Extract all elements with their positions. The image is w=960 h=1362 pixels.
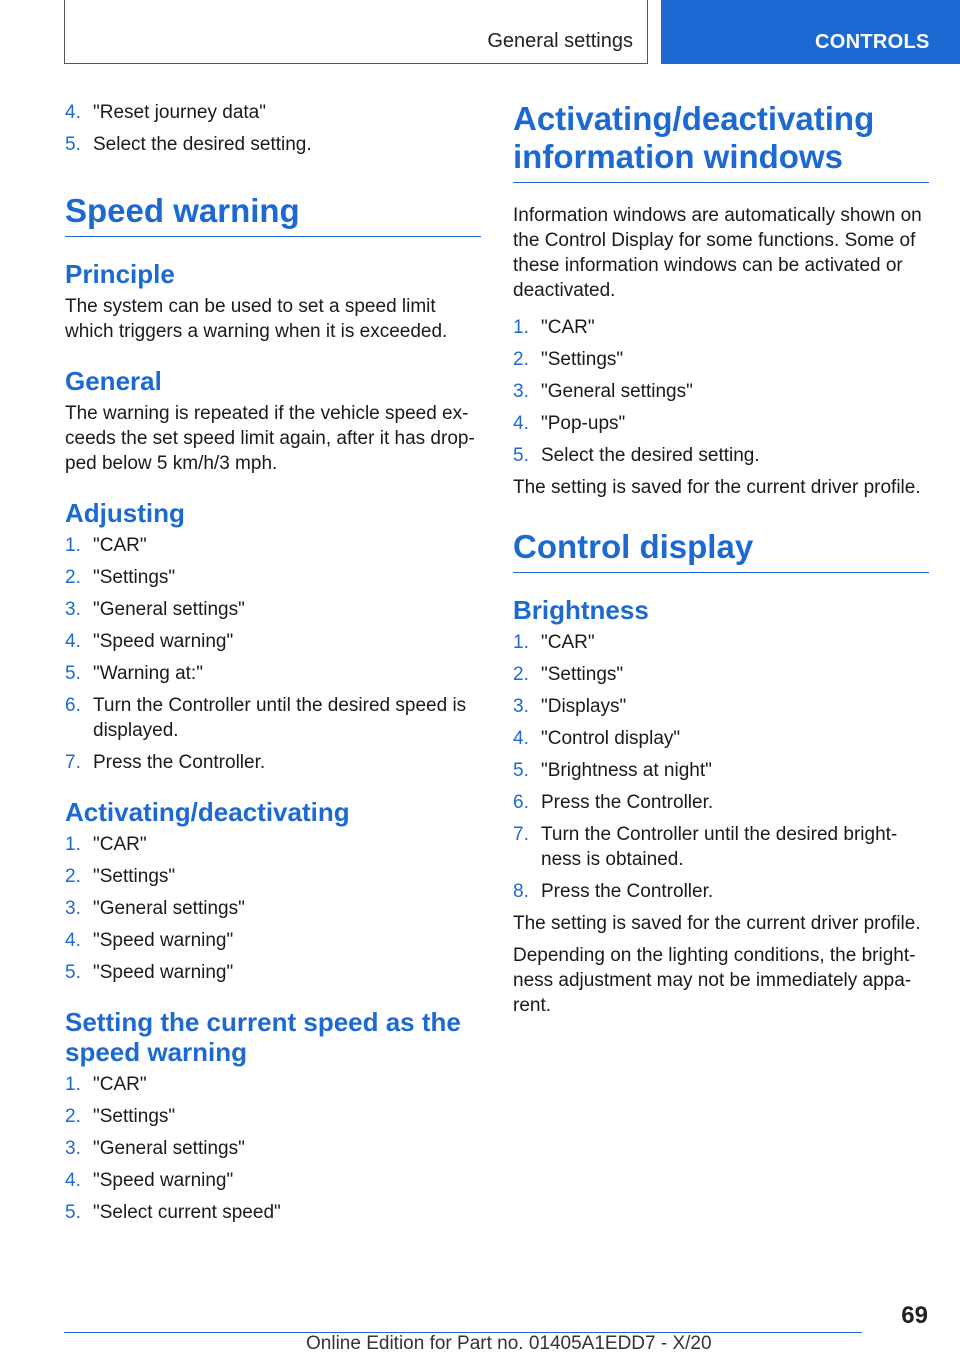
- list-item-text: "Pop-ups": [541, 413, 626, 434]
- list-item-number: 2.: [513, 664, 529, 685]
- paragraph-info-windows: Information windows are automatically shown on the Control Display for some functions. Some of these information windows can be activated or deactivated.: [513, 205, 922, 301]
- list-item-number: 4.: [65, 930, 81, 951]
- list-item-number: 5.: [65, 663, 81, 684]
- list-item: [65, 1200, 481, 1225]
- list-item: [65, 832, 481, 857]
- list-item-text: Press the Controller.: [541, 881, 714, 902]
- list-item: [513, 411, 929, 436]
- list-item: [513, 726, 929, 751]
- list-item-number: 2.: [65, 866, 81, 887]
- heading-current-speed: Setting the current speed as the speed warning: [65, 1007, 461, 1067]
- paragraph-general: The warning is repeated if the vehicle speed ex-ceeds the set speed limit again, after it has drop-ped below 5 km/h/3 mph.: [65, 403, 475, 474]
- list-item-number: 1.: [65, 1074, 81, 1095]
- list-item-text: "Speed warning": [93, 1170, 234, 1191]
- list-item-number: 3.: [65, 1138, 81, 1159]
- list-item-text: "Settings": [93, 866, 176, 887]
- list-item: [65, 896, 481, 921]
- list-item-number: 5.: [513, 445, 529, 466]
- heading-activating: Activating/deactivating: [65, 797, 350, 827]
- list-item-number: 5.: [65, 962, 81, 983]
- paragraph-principle: The system can be used to set a speed limit which triggers a warning when it is exceeded.: [65, 296, 448, 342]
- list-top: [65, 100, 481, 157]
- list-item-text: "CAR": [93, 535, 147, 556]
- list-item: [65, 693, 481, 743]
- list-item-text: "Settings": [93, 567, 176, 588]
- heading-adjusting: Adjusting: [65, 498, 185, 528]
- list-item-number: 4.: [65, 1170, 81, 1191]
- heading-control-display: Control display: [513, 528, 929, 573]
- list-item-text: "General settings": [541, 381, 693, 402]
- list-item-text: Press the Controller.: [93, 752, 266, 773]
- list-item-text: Turn the Controller until the desired bright-ness is obtained.: [541, 824, 898, 870]
- list-item: [513, 443, 929, 468]
- list-item-text: "Speed warning": [93, 631, 234, 652]
- list-item-text: "Select current speed": [93, 1202, 281, 1223]
- heading-brightness: Brightness: [513, 595, 649, 625]
- list-item: [65, 1072, 481, 1097]
- header-section-title: General settings: [487, 30, 633, 52]
- list-item-text: "Displays": [541, 696, 627, 717]
- list-item: [65, 1104, 481, 1129]
- list-item-number: 4.: [65, 102, 81, 123]
- list-item-text: "Speed warning": [93, 962, 234, 983]
- list-item-number: 7.: [513, 824, 529, 845]
- list-item: [65, 629, 481, 654]
- list-item: [65, 750, 481, 775]
- page-number: 69: [901, 1302, 928, 1329]
- list-item: [65, 597, 481, 622]
- list-brightness: [513, 630, 929, 904]
- list-item-text: "CAR": [93, 1074, 147, 1095]
- list-item: [513, 630, 929, 655]
- list-item-number: 5.: [513, 760, 529, 781]
- list-item: [65, 100, 481, 125]
- list-item-number: 2.: [65, 1106, 81, 1127]
- list-item-text: Press the Controller.: [541, 792, 714, 813]
- list-item-number: 8.: [513, 881, 529, 902]
- list-item-text: Select the desired setting.: [541, 445, 760, 466]
- right-column: [513, 100, 929, 1018]
- list-adjusting: [65, 533, 481, 775]
- list-item-text: Turn the Controller until the desired speed is displayed.: [93, 695, 467, 741]
- list-item: [65, 1168, 481, 1193]
- list-item-number: 1.: [513, 317, 529, 338]
- paragraph-info-saved: The setting is saved for the current driver profile.: [513, 477, 921, 498]
- list-item-number: 6.: [513, 792, 529, 813]
- list-item-text: "General settings": [93, 898, 245, 919]
- list-item-text: "Brightness at night": [541, 760, 712, 781]
- list-item-number: 1.: [513, 632, 529, 653]
- list-item-number: 1.: [65, 535, 81, 556]
- list-item: [513, 822, 929, 872]
- list-item-text: "Speed warning": [93, 930, 234, 951]
- list-item-number: 3.: [65, 599, 81, 620]
- list-item: [513, 315, 929, 340]
- list-item: [513, 758, 929, 783]
- list-item-text: "Control display": [541, 728, 681, 749]
- list-item: [513, 379, 929, 404]
- list-item: [65, 661, 481, 686]
- list-item-number: 2.: [65, 567, 81, 588]
- list-item-number: 3.: [513, 696, 529, 717]
- header-chapter-tab: [661, 0, 960, 64]
- list-item-number: 4.: [513, 728, 529, 749]
- list-item: [513, 694, 929, 719]
- list-item-text: "Warning at:": [93, 663, 203, 684]
- list-item-text: "Settings": [541, 664, 624, 685]
- list-item-number: 5.: [65, 134, 81, 155]
- list-item-number: 6.: [65, 695, 81, 716]
- list-item-number: 2.: [513, 349, 529, 370]
- left-column: [65, 100, 481, 1232]
- list-item-text: "Reset journey data": [93, 102, 266, 123]
- list-info-windows: [513, 315, 929, 468]
- heading-general: General: [65, 366, 162, 396]
- list-item: [513, 662, 929, 687]
- list-item: [65, 960, 481, 985]
- footer-edition: Online Edition for Part no. 01405A1EDD7 - X/20: [306, 1333, 712, 1354]
- list-item-number: 3.: [513, 381, 529, 402]
- list-item-text: "CAR": [93, 834, 147, 855]
- list-item-text: "CAR": [541, 632, 595, 653]
- list-item-text: "Settings": [541, 349, 624, 370]
- list-item-number: 5.: [65, 1202, 81, 1223]
- list-item-text: "General settings": [93, 599, 245, 620]
- header-section-box: [64, 0, 648, 64]
- list-item-text: "CAR": [541, 317, 595, 338]
- list-activating: [65, 832, 481, 985]
- heading-speed-warning: Speed warning: [65, 192, 481, 237]
- list-item: [65, 928, 481, 953]
- list-item-number: 3.: [65, 898, 81, 919]
- list-current-speed: [65, 1072, 481, 1225]
- list-item: [65, 1136, 481, 1161]
- list-item-number: 1.: [65, 834, 81, 855]
- paragraph-brightness-note: Depending on the lighting conditions, the bright-ness adjustment may not be immediately appa-rent.: [513, 945, 916, 1016]
- list-item-number: 4.: [65, 631, 81, 652]
- heading-info-windows: Activating/deactivating information windows: [513, 100, 929, 183]
- list-item-text: "General settings": [93, 1138, 245, 1159]
- list-item: [513, 790, 929, 815]
- list-item: [65, 864, 481, 889]
- list-item-number: 7.: [65, 752, 81, 773]
- list-item: [65, 533, 481, 558]
- list-item-text: "Settings": [93, 1106, 176, 1127]
- list-item-number: 4.: [513, 413, 529, 434]
- list-item: [513, 347, 929, 372]
- list-item: [65, 565, 481, 590]
- paragraph-brightness-saved: The setting is saved for the current driver profile.: [513, 913, 921, 934]
- list-item: [65, 132, 481, 157]
- header-chapter-title: CONTROLS: [815, 31, 930, 53]
- heading-principle: Principle: [65, 259, 175, 289]
- list-item: [513, 879, 929, 904]
- list-item-text: Select the desired setting.: [93, 134, 312, 155]
